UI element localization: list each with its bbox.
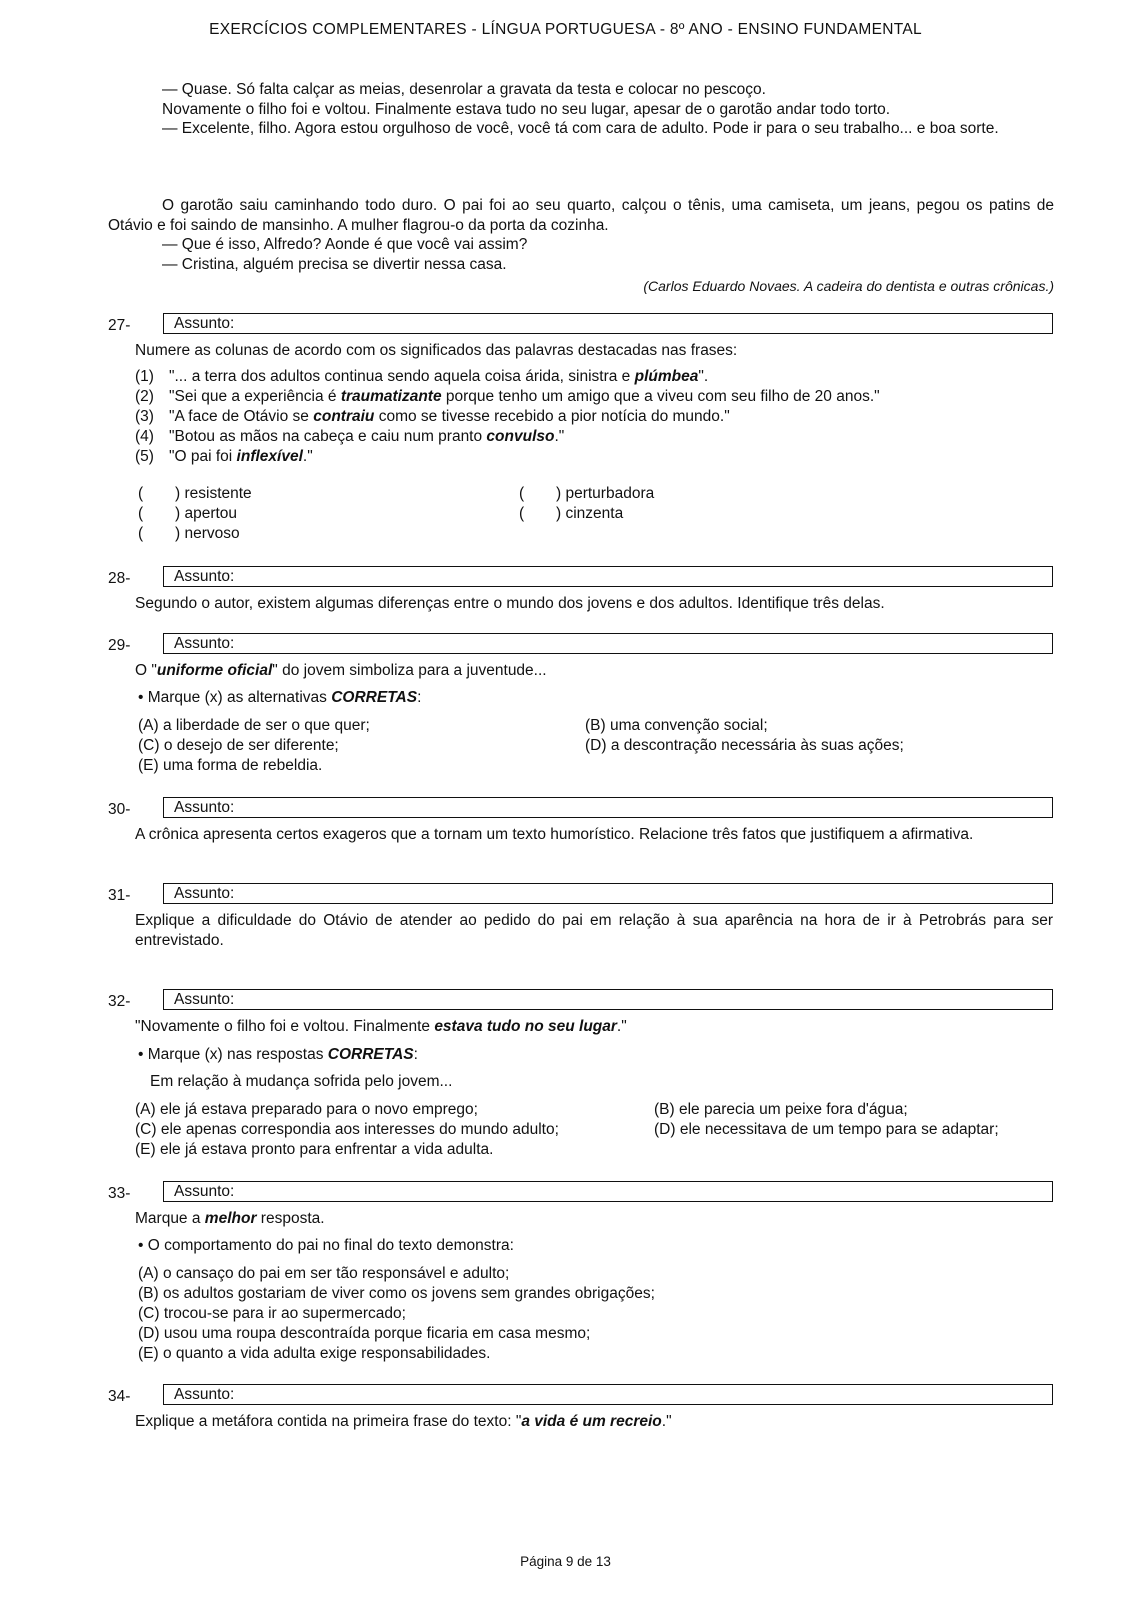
q32-option-c[interactable]: (C) ele apenas correspondia aos interesses do mundo adulto; (135, 1121, 559, 1138)
q27-item-5: (5) "O pai foi inflexível." (135, 448, 313, 465)
assunto-label: Assunto: (174, 885, 235, 902)
story-line-4: O garotão saiu caminhando todo duro. O pai foi ao seu quarto, calçou o tênis, uma camiseta, um jeans, pegou os patins de Otávio e foi saindo de mansinho. A mulher flagrou-o da porta da cozinha. (108, 197, 1054, 234)
q32-option-d[interactable]: (D) ele necessitava de um tempo para se adaptar; (654, 1121, 999, 1138)
q33-option-e[interactable]: (E) o quanto a vida adulta exige responsabilidades. (138, 1345, 491, 1362)
question-number-28: 28- (108, 570, 131, 587)
q27-match-resistente[interactable]: ( ) resistente (138, 485, 252, 502)
assunto-field-27[interactable] (163, 313, 1053, 334)
q32-quote: "Novamente o filho foi e voltou. Finalmente estava tudo no seu lugar." (135, 1018, 627, 1035)
q33-prompt: Marque a melhor resposta. (135, 1210, 325, 1227)
story-credit: (Carlos Eduardo Novaes. A cadeira do dentista e outras crônicas.) (643, 278, 1054, 294)
q33-option-a[interactable]: (A) o cansaço do pai em ser tão responsável e adulto; (138, 1265, 510, 1282)
assunto-field-29[interactable] (163, 633, 1053, 654)
q29-option-a[interactable]: (A) a liberdade de ser o que quer; (138, 717, 370, 734)
story-line-2: Novamente o filho foi e voltou. Finalmente estava tudo no seu lugar, apesar de o garotão andar todo torto. (162, 101, 891, 118)
assunto-field-32[interactable] (163, 989, 1053, 1010)
q33-options (138, 1264, 655, 1364)
q29-instruction: • Marque (x) as alternativas CORRETAS: (138, 689, 422, 706)
q27-match-nervoso[interactable]: ( ) nervoso (138, 525, 240, 542)
q29-option-d[interactable]: (D) a descontração necessária às suas ações; (585, 737, 904, 754)
question-number-33: 33- (108, 1185, 131, 1202)
q32-option-b[interactable]: (B) ele parecia um peixe fora d'água; (654, 1101, 908, 1118)
assunto-field-31[interactable] (163, 883, 1053, 904)
story-line-6: — Cristina, alguém precisa se divertir nessa casa. (162, 256, 507, 273)
q34-prompt: Explique a metáfora contida na primeira frase do texto: "a vida é um recreio." (135, 1413, 672, 1430)
assunto-label: Assunto: (174, 799, 235, 816)
assunto-label: Assunto: (174, 635, 235, 652)
q33-option-d[interactable]: (D) usou uma roupa descontraída porque ficaria em casa mesmo; (138, 1325, 591, 1342)
assunto-field-33[interactable] (163, 1181, 1053, 1202)
question-number-29: 29- (108, 637, 131, 654)
question-number-34: 34- (108, 1388, 131, 1405)
q27-column-right (519, 484, 654, 524)
q27-prompt: Numere as colunas de acordo com os significados das palavras destacadas nas frases: (135, 342, 738, 359)
assunto-label: Assunto: (174, 568, 235, 585)
page-header: EXERCÍCIOS COMPLEMENTARES - LÍNGUA PORTUGUESA - 8º ANO - ENSINO FUNDAMENTAL (209, 21, 922, 38)
assunto-field-34[interactable] (163, 1384, 1053, 1405)
assunto-label: Assunto: (174, 315, 235, 332)
q30-prompt: A crônica apresenta certos exageros que a tornam um texto humorístico. Relacione três fatos que justifiquem a afirmativa. (135, 826, 974, 843)
q27-item-4: (4) "Botou as mãos na cabeça e caiu num pranto convulso." (135, 428, 565, 445)
q27-match-cinzenta[interactable]: ( ) cinzenta (519, 505, 624, 522)
story-line-3: — Excelente, filho. Agora estou orgulhoso de você, você tá com cara de adulto. Pode ir para o seu trabalho... e boa sorte. (162, 120, 999, 137)
story-line-1: — Quase. Só falta calçar as meias, desenrolar a gravata da testa e colocar no pescoço. (162, 81, 766, 98)
assunto-field-30[interactable] (163, 797, 1053, 818)
q32-instruction: • Marque (x) nas respostas CORRETAS: (138, 1046, 418, 1063)
q29-prompt: O "uniforme oficial" do jovem simboliza para a juventude... (135, 662, 547, 679)
q27-match-apertou[interactable]: ( ) apertou (138, 505, 238, 522)
q31-prompt: Explique a dificuldade do Otávio de atender ao pedido do pai em relação à sua aparência na hora de ir à Petrobrás para ser entrevistado. (135, 912, 1053, 949)
q29-option-e[interactable]: (E) uma forma de rebeldia. (138, 757, 323, 774)
q33-instruction: • O comportamento do pai no final do texto demonstra: (138, 1237, 514, 1254)
assunto-field-28[interactable] (163, 566, 1053, 587)
story-line-5: — Que é isso, Alfredo? Aonde é que você vai assim? (162, 236, 528, 253)
page-footer: Página 9 de 13 (520, 1554, 611, 1569)
q33-option-b[interactable]: (B) os adultos gostariam de viver como os jovens sem grandes obrigações; (138, 1285, 655, 1302)
q27-item-2: (2) "Sei que a experiência é traumatizante porque tenho um amigo que a viveu com seu filho de 20 anos." (135, 388, 880, 405)
q29-option-c[interactable]: (C) o desejo de ser diferente; (138, 737, 339, 754)
q32-option-a[interactable]: (A) ele já estava preparado para o novo emprego; (135, 1101, 478, 1118)
q27-match-perturbadora[interactable]: ( ) perturbadora (519, 485, 655, 502)
q27-item-1: (1) "... a terra dos adultos continua sendo aquela coisa árida, sinistra e plúmbea". (135, 368, 709, 385)
q27-column-left (138, 484, 252, 544)
assunto-label: Assunto: (174, 1183, 235, 1200)
assunto-label: Assunto: (174, 1386, 235, 1403)
q28-prompt: Segundo o autor, existem algumas diferenças entre o mundo dos jovens e dos adultos. Identifique três delas. (135, 595, 885, 612)
q27-item-3: (3) "A face de Otávio se contraiu como se tivesse recebido a pior notícia do mundo." (135, 408, 730, 425)
question-number-31: 31- (108, 887, 131, 904)
question-number-27: 27- (108, 317, 131, 334)
question-number-32: 32- (108, 993, 131, 1010)
q29-option-b[interactable]: (B) uma convenção social; (585, 717, 768, 734)
q32-subprompt: Em relação à mudança sofrida pelo jovem... (150, 1073, 453, 1090)
question-number-30: 30- (108, 801, 131, 818)
q33-option-c[interactable]: (C) trocou-se para ir ao supermercado; (138, 1305, 406, 1322)
q27-items (135, 367, 1053, 467)
q32-option-e[interactable]: (E) ele já estava pronto para enfrentar a vida adulta. (135, 1141, 494, 1158)
assunto-label: Assunto: (174, 991, 235, 1008)
